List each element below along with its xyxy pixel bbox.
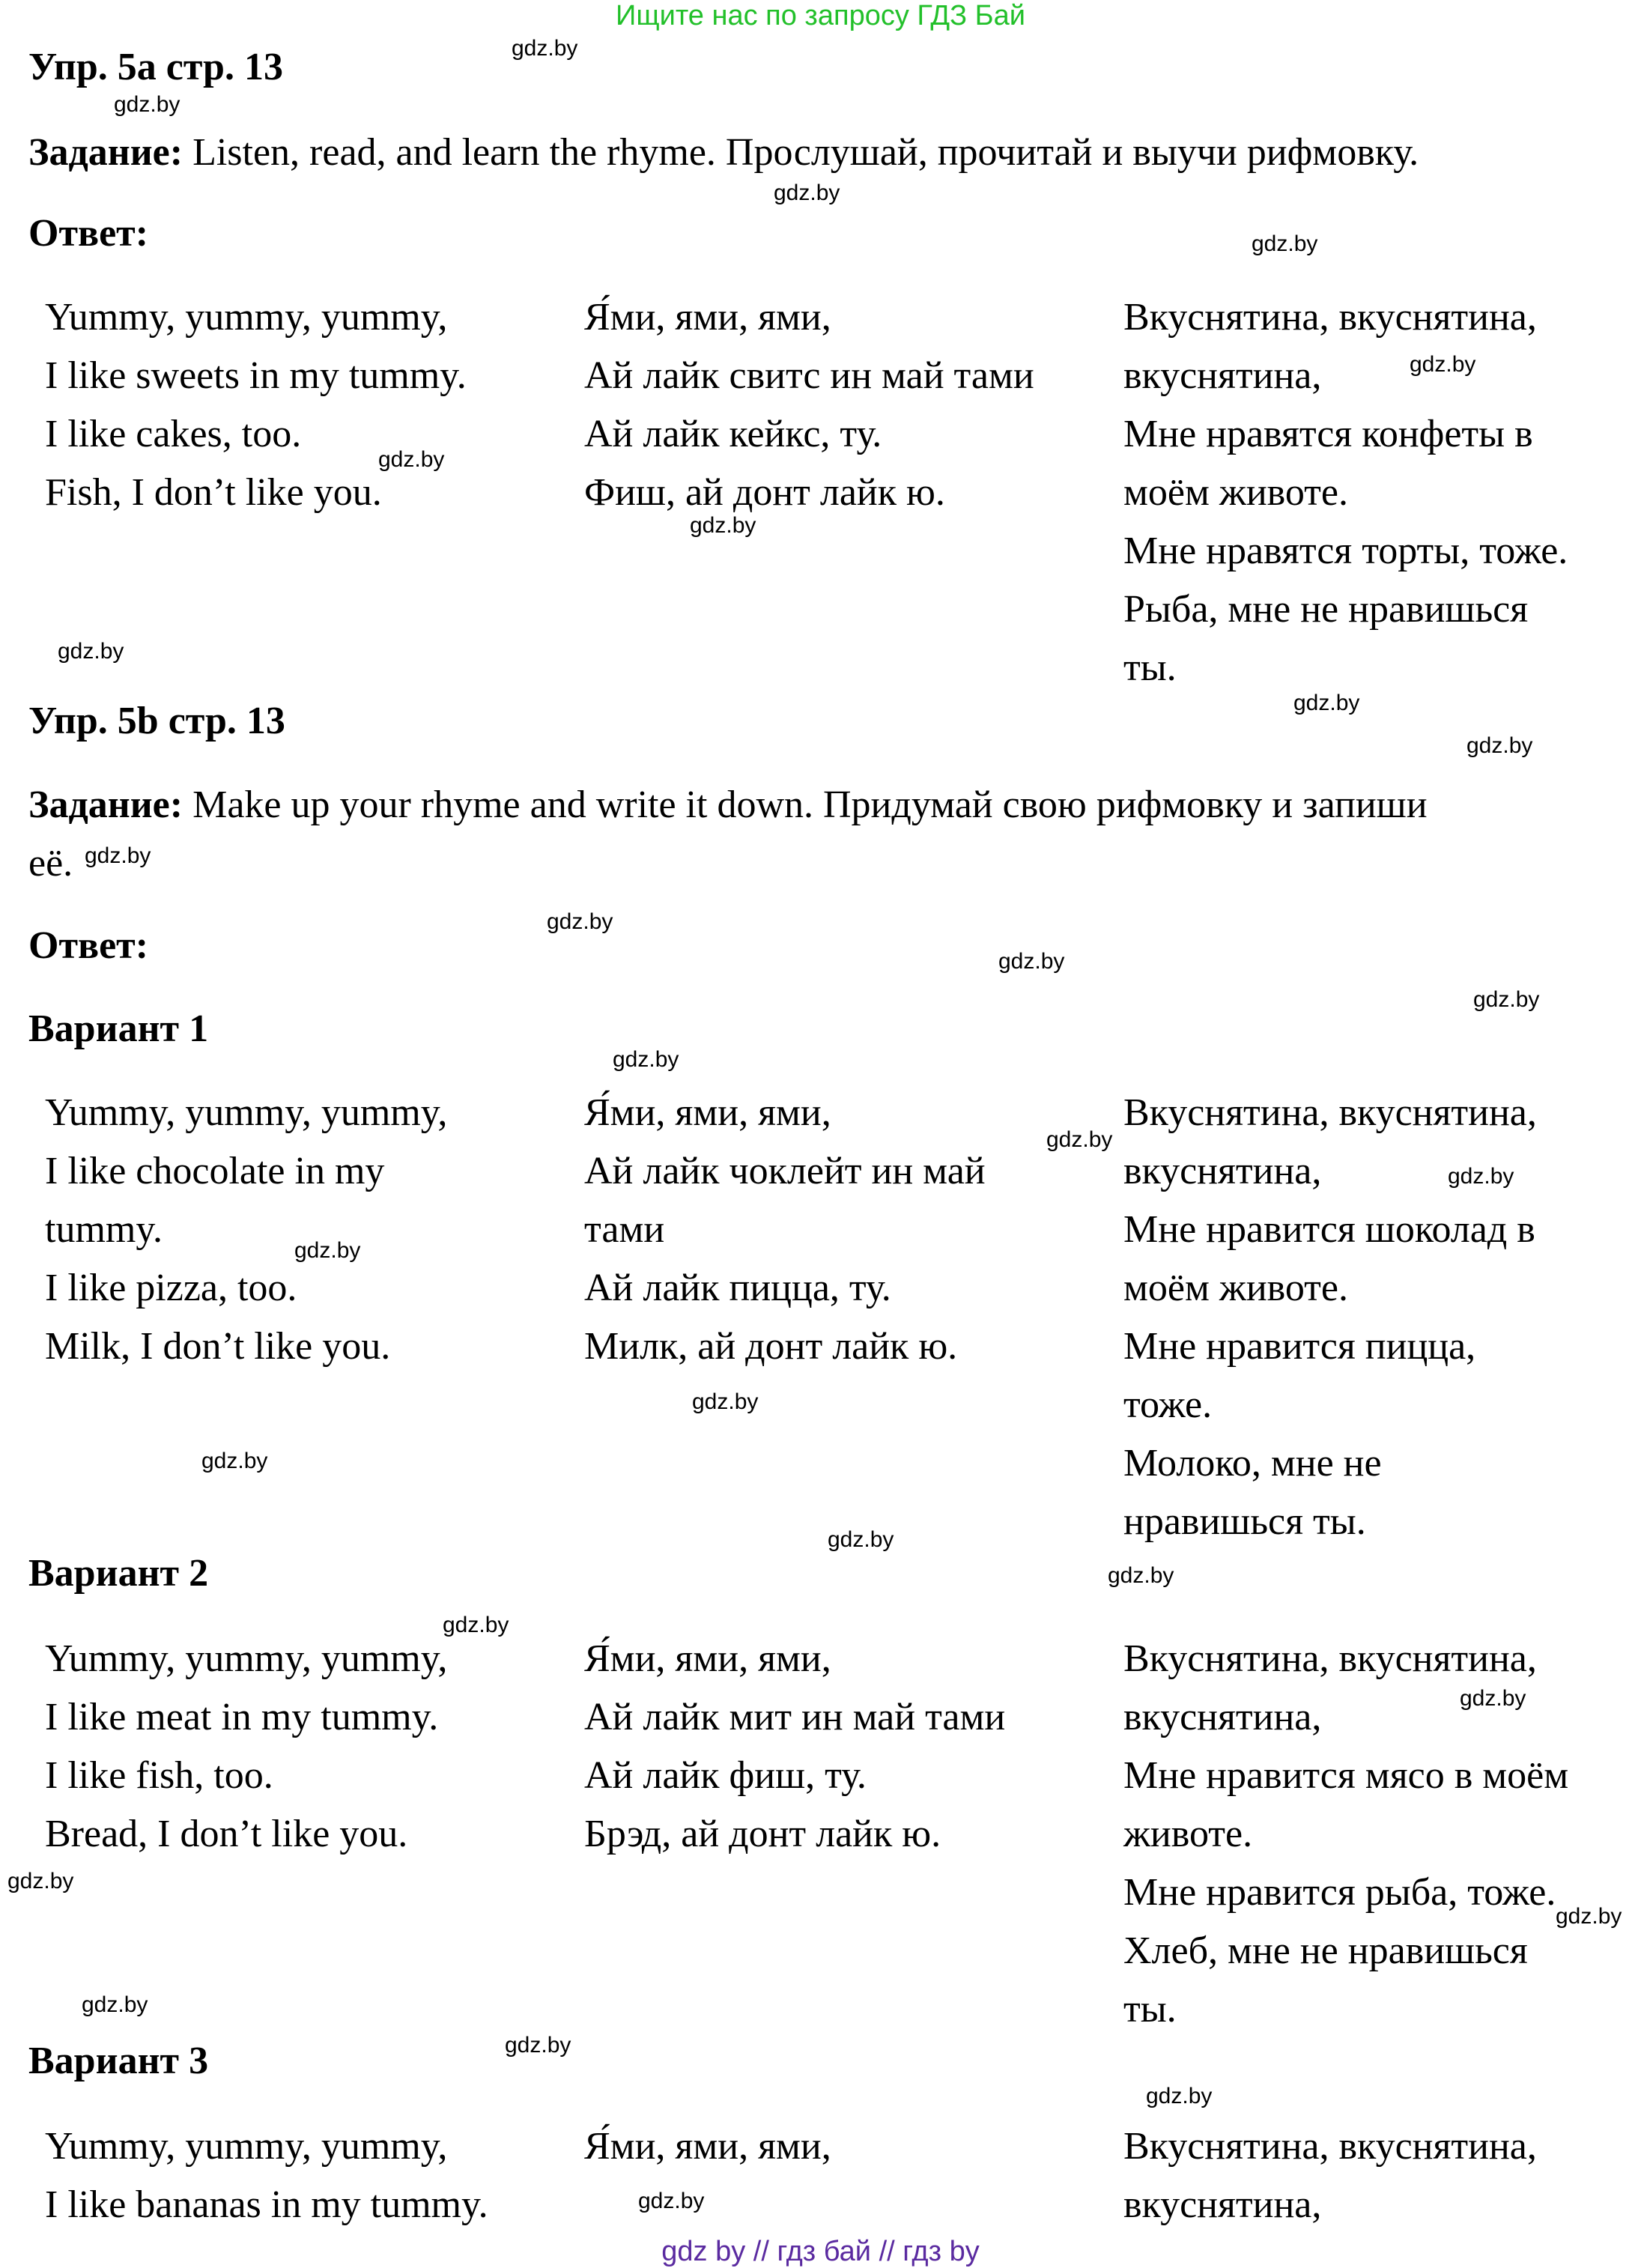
rhyme-line: Ай лайк чоклейт ин май <box>584 1150 986 1192</box>
watermark: gdz.by <box>294 1238 361 1263</box>
variant-1-english-column <box>45 1084 447 1376</box>
variant-1-russian-column <box>1123 1084 1537 1551</box>
task-label: Задание: <box>28 783 183 826</box>
variant-3-transcription-column <box>584 2117 831 2176</box>
rhyme-line: вкуснятина, <box>1123 354 1322 397</box>
rhyme-line: Мне нравится рыба, тоже. <box>1123 1871 1556 1914</box>
rhyme-line: тоже. <box>1123 1383 1213 1426</box>
rhyme-line: животе. <box>1123 1813 1253 1855</box>
footer: gdz by // гдз бай // гдз by <box>661 2236 980 2267</box>
watermark: gdz.by <box>1473 987 1540 1012</box>
rhyme-line: Bread, I don’t like you. <box>45 1813 408 1855</box>
rhyme-line: Ай лайк свитс ин май тами <box>584 354 1034 397</box>
rhyme-line: Милк, ай донт лайк ю. <box>584 1325 958 1368</box>
rhyme-line: Yummy, yummy, yummy, <box>45 2125 448 2168</box>
exercise-5a-heading: Упр. 5a стр. 13 <box>28 46 283 88</box>
rhyme-line: Я́ми, ями, ями, <box>584 2125 831 2168</box>
rhyme-line: Брэд, ай донт лайк ю. <box>584 1813 941 1855</box>
rhyme-line: I like bananas in my tummy. <box>45 2183 488 2226</box>
task-label: Задание: <box>28 131 183 174</box>
watermark: gdz.by <box>828 1527 894 1552</box>
watermark: gdz.by <box>512 36 578 61</box>
rhyme-line: Мне нравится шоколад в <box>1123 1208 1535 1251</box>
watermark: gdz.by <box>547 909 613 934</box>
top-banner: Ищите нас по запросу ГДЗ Бай <box>616 0 1025 31</box>
rhyme-line: Мне нравится пицца, <box>1123 1325 1476 1368</box>
rhyme-line: I like cakes, too. <box>45 413 302 455</box>
rhyme-line: Молоко, мне не <box>1123 1442 1382 1485</box>
watermark: gdz.by <box>85 843 151 868</box>
variant-2-english-column <box>45 1630 447 1864</box>
rhyme-english-column <box>45 288 467 522</box>
watermark: gdz.by <box>1448 1164 1514 1189</box>
rhyme-line: Я́ми, ями, ями, <box>584 1637 831 1680</box>
watermark: gdz.by <box>1410 352 1476 377</box>
watermark: gdz.by <box>1046 1127 1113 1152</box>
variant-2-title: Вариант 2 <box>28 1552 209 1595</box>
watermark: gdz.by <box>1252 231 1318 256</box>
rhyme-line: моём животе. <box>1123 1267 1348 1309</box>
rhyme-line: Я́ми, ями, ями, <box>584 1091 831 1134</box>
variant-3-english-column <box>45 2117 488 2234</box>
watermark: gdz.by <box>1460 1686 1526 1711</box>
watermark: gdz.by <box>998 949 1065 974</box>
rhyme-line: Ай лайк кейкс, ту. <box>584 413 882 455</box>
rhyme-line: Milk, I don’t like you. <box>45 1325 391 1368</box>
watermark: gdz.by <box>1293 691 1360 715</box>
rhyme-line: Я́ми, ями, ями, <box>584 296 831 339</box>
exercise-5a-task <box>28 124 1419 182</box>
rhyme-line: Yummy, yummy, yummy, <box>45 296 448 339</box>
watermark: gdz.by <box>1466 733 1533 758</box>
rhyme-line: ты. <box>1123 646 1177 689</box>
rhyme-line: Yummy, yummy, yummy, <box>45 1091 448 1134</box>
rhyme-line: Fish, I don’t like you. <box>45 471 382 514</box>
watermark: gdz.by <box>613 1047 679 1072</box>
watermark: gdz.by <box>1556 1904 1622 1929</box>
rhyme-transcription-column <box>584 288 1034 522</box>
rhyme-line: Ай лайк мит ин май тами <box>584 1696 1006 1738</box>
rhyme-line: Мне нравятся конфеты в <box>1123 413 1533 455</box>
watermark: gdz.by <box>690 513 756 538</box>
rhyme-line: Мне нравятся торты, тоже. <box>1123 530 1568 572</box>
rhyme-line: tummy. <box>45 1208 163 1251</box>
watermark: gdz.by <box>638 2189 705 2213</box>
watermark: gdz.by <box>201 1449 268 1473</box>
rhyme-line: нравишься ты. <box>1123 1500 1366 1543</box>
watermark: gdz.by <box>82 1992 148 2017</box>
watermark: gdz.by <box>7 1869 74 1893</box>
rhyme-line: Вкуснятина, вкуснятина, <box>1123 1637 1537 1680</box>
rhyme-line: вкуснятина, <box>1123 2183 1322 2226</box>
rhyme-line: Вкуснятина, вкуснятина, <box>1123 2125 1537 2168</box>
rhyme-line: I like chocolate in my <box>45 1150 385 1192</box>
variant-1-title: Вариант 1 <box>28 1007 209 1050</box>
watermark: gdz.by <box>505 2033 571 2058</box>
watermark: gdz.by <box>774 181 840 205</box>
rhyme-line: Вкуснятина, вкуснятина, <box>1123 296 1537 339</box>
rhyme-line: Рыба, мне не нравишься <box>1123 588 1529 631</box>
rhyme-line: тами <box>584 1208 665 1251</box>
variant-1-transcription-column <box>584 1084 986 1376</box>
watermark: gdz.by <box>1108 1563 1174 1588</box>
rhyme-line: Мне нравится мясо в моём <box>1123 1754 1569 1797</box>
rhyme-russian-column <box>1123 288 1568 697</box>
rhyme-line: I like meat in my tummy. <box>45 1696 439 1738</box>
variant-3-title: Вариант 3 <box>28 2040 209 2082</box>
task-text-continuation: её. <box>28 842 73 885</box>
watermark: gdz.by <box>443 1613 509 1637</box>
rhyme-line: I like sweets in my tummy. <box>45 354 467 397</box>
variant-3-russian-column <box>1123 2117 1537 2234</box>
exercise-5b-heading: Упр. 5b стр. 13 <box>28 700 285 742</box>
exercise-5b-answer-label: Ответ: <box>28 924 149 967</box>
exercise-5b-task <box>28 776 1428 893</box>
rhyme-line: ты. <box>1123 1988 1177 2031</box>
rhyme-line: Yummy, yummy, yummy, <box>45 1637 448 1680</box>
rhyme-line: Фиш, ай донт лайк ю. <box>584 471 945 514</box>
exercise-5a-answer-label: Ответ: <box>28 212 149 255</box>
rhyme-line: Ай лайк фиш, ту. <box>584 1754 867 1797</box>
rhyme-line: I like fish, too. <box>45 1754 273 1797</box>
watermark: gdz.by <box>378 447 445 472</box>
watermark: gdz.by <box>114 92 181 117</box>
task-text: Make up your rhyme and write it down. Придумай свою рифмовку и запиши <box>183 783 1428 826</box>
watermark: gdz.by <box>692 1389 759 1414</box>
rhyme-line: вкуснятина, <box>1123 1150 1322 1192</box>
rhyme-line: вкуснятина, <box>1123 1696 1322 1738</box>
task-text: Listen, read, and learn the rhyme. Прослушай, прочитай и выучи рифмовку. <box>183 131 1419 174</box>
rhyme-line: моём животе. <box>1123 471 1348 514</box>
watermark: gdz.by <box>58 639 124 664</box>
watermark: gdz.by <box>1146 2084 1213 2108</box>
rhyme-line: Хлеб, мне не нравишься <box>1123 1929 1528 1972</box>
rhyme-line: Вкуснятина, вкуснятина, <box>1123 1091 1537 1134</box>
variant-2-transcription-column <box>584 1630 1005 1864</box>
rhyme-line: I like pizza, too. <box>45 1267 297 1309</box>
rhyme-line: Ай лайк пицца, ту. <box>584 1267 891 1309</box>
